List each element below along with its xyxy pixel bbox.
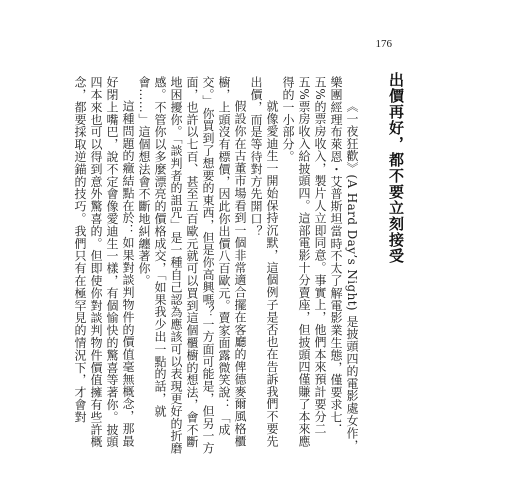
paragraph: 就像愛迪生一開始保持沉默，這個例子是否也在告訴我們不要先出價，而是等待對方先開口？ bbox=[249, 76, 279, 448]
paragraph: 這種問題的癥結點在於：如果對談判物件的價值毫無概念，那最好閉上嘴巴，說不定會像愛迪生一樣，有個愉快的驚喜等著你。披頭四本來也可以得到意外驚喜的。但即使你對談判物件價值擁有些許概念，都要採取逆錨的技巧。我們只有在極罕見的情況下，才會對 bbox=[73, 76, 135, 448]
body-text bbox=[73, 76, 360, 456]
paragraph: 假設你在古董市場看到一個非常適合擺在客廳的俾德麥爾風格櫃櫥，上頭沒有標價，因此你出價八百歐元。賣家面露微笑說：「成交。」你買到了想要的東西，但是你高興嗎？一方面可能是，但另一方面，也許以七百、甚至五百歐元就可以買到這個櫃櫥的想法，會不斷地困擾你。「談判者的詛咒」是一種自己認為應該可以表現更好的折磨感。不管你以多麼漂亮的價格成交，「如果我少出一點的話，就會……」這個想法會不斷地糾纏著你。 bbox=[137, 76, 247, 455]
paragraph: 《一夜狂歡》(A Hard Day’s Night) 是披頭四的電影處女作，樂團經理布萊恩・艾普斯坦當時不太了解電影業生態，僅要求七．五%的票房收入，製片人立即同意。事實上，他們本來預計要分二五%票房收入給披頭四。這部電影十分賣座，但披頭四僅賺了本來應得的一小部分。 bbox=[281, 76, 359, 452]
page-number: 176 bbox=[375, 38, 392, 50]
section-heading: 出價再好，都不要立刻接受 bbox=[387, 72, 405, 264]
